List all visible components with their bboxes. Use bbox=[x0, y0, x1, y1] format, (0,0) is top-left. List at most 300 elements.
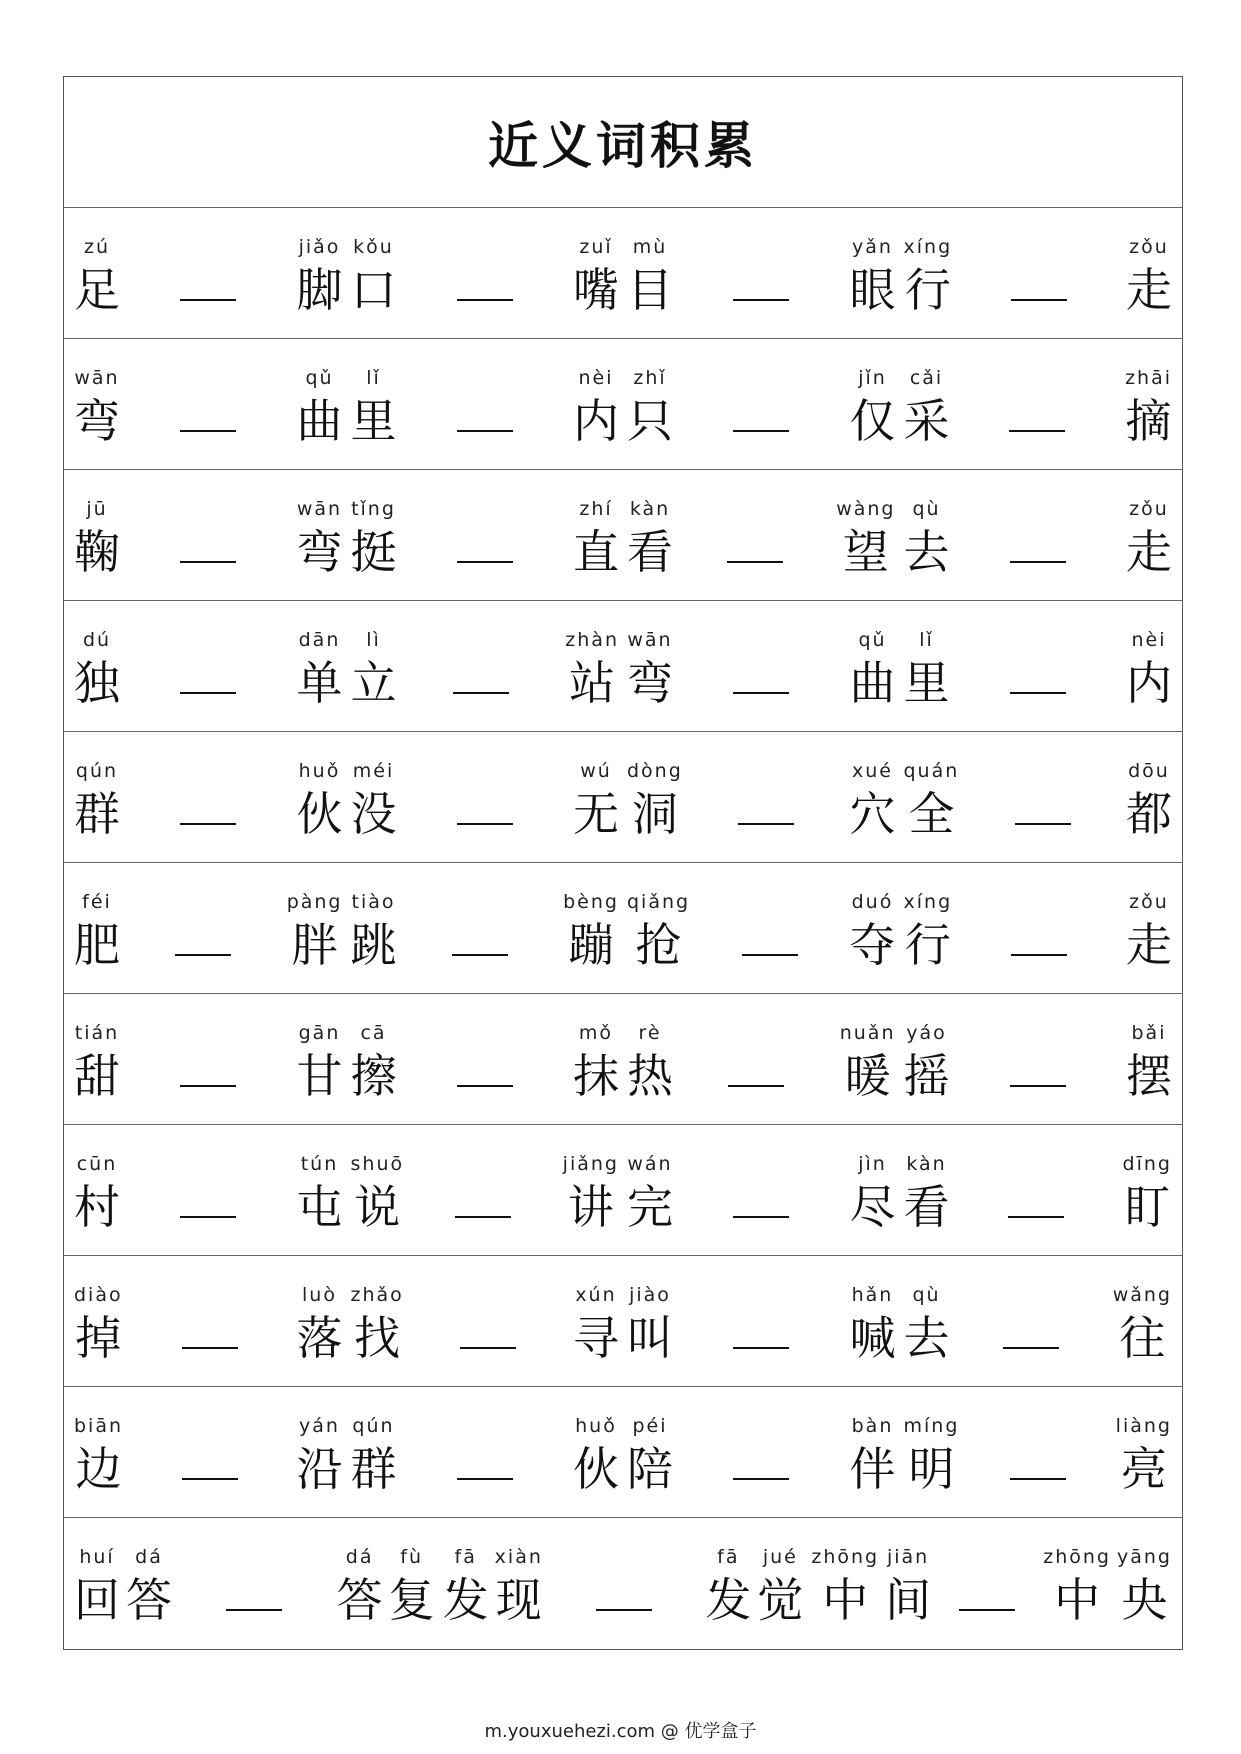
pinyin-label: tiào bbox=[351, 891, 396, 913]
word-left bbox=[74, 863, 120, 993]
pinyin-label: qún bbox=[352, 1415, 395, 1437]
pinyin-label: huí bbox=[79, 1546, 115, 1568]
hanzi-character: 嘴 bbox=[573, 263, 619, 317]
pinyin-label: wú bbox=[580, 760, 612, 782]
pinyin-label: liàng bbox=[1115, 1415, 1172, 1437]
hanzi-character: 答 bbox=[126, 1573, 172, 1627]
character-cell bbox=[1125, 339, 1172, 469]
pinyin-label: kàn bbox=[906, 1153, 947, 1175]
pinyin-label: jué bbox=[762, 1546, 798, 1568]
character-cell bbox=[74, 339, 120, 469]
pinyin-label: yǎn bbox=[852, 236, 893, 258]
hanzi-character: 间 bbox=[885, 1573, 932, 1627]
character-cell bbox=[351, 601, 397, 731]
character-cell bbox=[126, 1518, 172, 1648]
synonym-pair bbox=[70, 994, 347, 1124]
word-left bbox=[904, 863, 953, 993]
character-cell bbox=[74, 1256, 123, 1386]
pinyin-label: bèng bbox=[563, 891, 619, 913]
hanzi-character: 发 bbox=[705, 1573, 752, 1627]
em-dash-separator bbox=[180, 299, 236, 302]
word-right bbox=[1113, 1256, 1172, 1386]
character-cell bbox=[1117, 1518, 1172, 1648]
pinyin-label: quán bbox=[903, 760, 960, 782]
character-cell bbox=[1126, 994, 1172, 1124]
hanzi-character: 往 bbox=[1119, 1311, 1166, 1365]
word-left bbox=[627, 994, 673, 1124]
word-left bbox=[627, 339, 673, 469]
pinyin-label: zhāi bbox=[1125, 367, 1172, 389]
hanzi-character: 内 bbox=[1126, 656, 1172, 710]
synonym-pair bbox=[900, 470, 1177, 600]
word-left bbox=[904, 208, 953, 338]
pinyin-label: fā bbox=[454, 1546, 477, 1568]
pinyin-label: tǐng bbox=[351, 498, 396, 520]
hanzi-character: 答 bbox=[336, 1573, 383, 1627]
hanzi-character: 肥 bbox=[74, 918, 120, 972]
synonym-pair bbox=[900, 1125, 1177, 1255]
word-left bbox=[351, 863, 397, 993]
character-cell bbox=[850, 208, 896, 338]
hanzi-character: 仅 bbox=[849, 394, 896, 448]
em-dash-separator bbox=[733, 1216, 789, 1219]
hanzi-character: 发 bbox=[442, 1573, 489, 1627]
word-left bbox=[351, 994, 397, 1124]
synonym-pair bbox=[347, 1387, 624, 1517]
pinyin-label: hǎn bbox=[851, 1284, 894, 1306]
hanzi-character: 单 bbox=[296, 656, 343, 710]
hanzi-character: 眼 bbox=[849, 263, 896, 317]
hanzi-character: 叫 bbox=[627, 1311, 673, 1365]
character-cell bbox=[1126, 208, 1172, 338]
character-cell bbox=[74, 470, 120, 600]
synonym-pair bbox=[70, 732, 347, 862]
character-cell bbox=[351, 1256, 404, 1386]
word-right bbox=[1043, 1518, 1172, 1648]
synonym-pair bbox=[900, 339, 1177, 469]
word-right bbox=[297, 601, 343, 731]
hanzi-character: 曲 bbox=[849, 656, 896, 710]
hanzi-character: 胖 bbox=[291, 918, 338, 972]
pinyin-label: shuō bbox=[350, 1153, 405, 1175]
character-cell bbox=[297, 470, 343, 600]
character-cell bbox=[705, 1518, 751, 1648]
hanzi-character: 完 bbox=[627, 1180, 673, 1234]
pinyin-label: zuǐ bbox=[579, 236, 613, 258]
synonym-pair bbox=[347, 1256, 624, 1386]
em-dash-separator bbox=[180, 430, 236, 433]
synonym-pair bbox=[623, 1256, 900, 1386]
word-pair-rows bbox=[64, 208, 1182, 1648]
pinyin-label: kàn bbox=[629, 498, 671, 520]
hanzi-character: 伙 bbox=[296, 787, 343, 841]
hanzi-character: 采 bbox=[903, 394, 950, 448]
synonym-pair bbox=[70, 601, 347, 731]
pinyin-label: míng bbox=[903, 1415, 960, 1437]
hanzi-character: 盯 bbox=[1124, 1180, 1171, 1234]
hanzi-character: 行 bbox=[904, 918, 951, 972]
hanzi-character: 无 bbox=[573, 787, 619, 841]
hanzi-character: 说 bbox=[354, 1180, 401, 1234]
pinyin-label: lǐ bbox=[366, 367, 381, 389]
hanzi-character: 内 bbox=[573, 394, 619, 448]
character-cell bbox=[904, 1256, 950, 1386]
word-left bbox=[904, 1256, 950, 1386]
character-cell bbox=[297, 601, 343, 731]
character-cell bbox=[74, 863, 120, 993]
character-cell bbox=[850, 863, 896, 993]
hanzi-character: 喊 bbox=[849, 1311, 896, 1365]
word-left bbox=[74, 1518, 172, 1648]
hanzi-character: 直 bbox=[573, 525, 619, 579]
character-cell bbox=[351, 863, 397, 993]
word-right bbox=[573, 732, 619, 862]
hanzi-character: 讲 bbox=[567, 1180, 614, 1234]
word-right bbox=[1126, 732, 1172, 862]
synonym-pair bbox=[70, 339, 347, 469]
hanzi-character: 村 bbox=[74, 1180, 120, 1234]
character-cell bbox=[850, 339, 896, 469]
character-cell bbox=[573, 208, 619, 338]
hanzi-character: 站 bbox=[569, 656, 616, 710]
pinyin-label: zhàn bbox=[565, 629, 619, 651]
hanzi-character: 穴 bbox=[849, 787, 896, 841]
character-cell bbox=[904, 1125, 950, 1255]
word-right bbox=[337, 1518, 435, 1648]
hanzi-character: 复 bbox=[388, 1573, 435, 1627]
hanzi-character: 暖 bbox=[844, 1049, 891, 1103]
character-cell bbox=[351, 1125, 405, 1255]
character-cell bbox=[850, 601, 896, 731]
pinyin-label: péi bbox=[632, 1415, 668, 1437]
hanzi-character: 落 bbox=[296, 1311, 343, 1365]
word-right bbox=[297, 994, 343, 1124]
word-right bbox=[565, 601, 619, 731]
word-right bbox=[850, 863, 896, 993]
pinyin-label: mù bbox=[632, 236, 668, 258]
character-cell bbox=[74, 994, 120, 1124]
character-cell bbox=[904, 1387, 960, 1517]
pinyin-label: luò bbox=[302, 1284, 337, 1306]
pinyin-label: qù bbox=[912, 1284, 941, 1306]
hanzi-character: 明 bbox=[908, 1442, 955, 1496]
character-cell bbox=[573, 470, 619, 600]
pinyin-label: zǒu bbox=[1129, 236, 1169, 258]
word-left bbox=[74, 994, 120, 1124]
word-right bbox=[1126, 994, 1172, 1124]
hanzi-character: 挺 bbox=[350, 525, 397, 579]
hanzi-character: 抢 bbox=[635, 918, 682, 972]
em-dash-separator bbox=[1008, 1216, 1064, 1219]
hanzi-character: 看 bbox=[627, 525, 673, 579]
pinyin-label: xíng bbox=[903, 891, 953, 913]
character-cell bbox=[1126, 470, 1172, 600]
em-dash-separator bbox=[1010, 561, 1066, 564]
hanzi-character: 看 bbox=[903, 1180, 950, 1234]
page-title: 近义词积累 bbox=[488, 116, 758, 175]
hanzi-character: 掉 bbox=[75, 1311, 122, 1365]
word-left bbox=[904, 1387, 960, 1517]
character-cell bbox=[627, 732, 683, 862]
word-right bbox=[850, 601, 896, 731]
character-cell bbox=[1043, 1518, 1111, 1648]
table-row bbox=[64, 470, 1182, 601]
em-dash-separator bbox=[733, 692, 789, 695]
synonym-pair bbox=[623, 732, 900, 862]
pinyin-label: huǒ bbox=[298, 760, 341, 782]
hanzi-character: 摆 bbox=[1126, 1049, 1172, 1103]
em-dash-separator bbox=[1010, 692, 1066, 695]
character-cell bbox=[443, 1518, 489, 1648]
word-left bbox=[627, 1387, 673, 1517]
synonym-pair bbox=[900, 208, 1177, 338]
pinyin-label: dú bbox=[82, 629, 112, 651]
word-left bbox=[351, 208, 397, 338]
character-cell bbox=[627, 470, 673, 600]
word-left bbox=[74, 601, 120, 731]
synonym-pair bbox=[900, 732, 1177, 862]
character-cell bbox=[840, 994, 896, 1124]
word-left bbox=[74, 732, 120, 862]
pinyin-label: dōu bbox=[1128, 760, 1170, 782]
synonym-pair bbox=[623, 863, 900, 993]
character-cell bbox=[1113, 1256, 1172, 1386]
pinyin-label: xíng bbox=[903, 236, 953, 258]
hanzi-character: 走 bbox=[1126, 525, 1172, 579]
word-left bbox=[904, 470, 950, 600]
em-dash-separator bbox=[457, 299, 513, 302]
character-cell bbox=[627, 863, 690, 993]
pinyin-label: méi bbox=[352, 760, 395, 782]
pinyin-label: pàng bbox=[286, 891, 343, 913]
table-row bbox=[64, 1256, 1182, 1387]
pinyin-label: zhōng bbox=[1043, 1546, 1111, 1568]
em-dash-separator bbox=[180, 1216, 236, 1219]
character-cell bbox=[573, 339, 619, 469]
pinyin-label: wán bbox=[627, 1153, 673, 1175]
hanzi-character: 蹦 bbox=[568, 918, 615, 972]
character-cell bbox=[74, 601, 120, 731]
character-cell bbox=[563, 863, 619, 993]
synonym-pair bbox=[347, 601, 624, 731]
word-right bbox=[573, 339, 619, 469]
synonym-pair bbox=[900, 863, 1177, 993]
hanzi-character: 寻 bbox=[572, 1311, 619, 1365]
pinyin-label: dá bbox=[135, 1546, 163, 1568]
character-cell bbox=[850, 1256, 896, 1386]
word-right bbox=[1116, 1387, 1172, 1517]
word-right bbox=[849, 732, 895, 862]
character-cell bbox=[904, 732, 960, 862]
em-dash-separator bbox=[1010, 1478, 1066, 1481]
pinyin-label: bǎi bbox=[1131, 1022, 1167, 1044]
character-cell bbox=[811, 1518, 879, 1648]
em-dash-separator bbox=[1011, 954, 1067, 957]
hanzi-character: 里 bbox=[350, 394, 397, 448]
hanzi-character: 独 bbox=[74, 656, 120, 710]
word-right bbox=[573, 994, 619, 1124]
word-right bbox=[1126, 863, 1172, 993]
pinyin-label: zú bbox=[83, 236, 110, 258]
character-cell bbox=[297, 732, 343, 862]
em-dash-separator bbox=[733, 299, 789, 302]
synonym-pair bbox=[347, 732, 624, 862]
hanzi-character: 目 bbox=[627, 263, 673, 317]
character-cell bbox=[297, 1387, 343, 1517]
character-cell bbox=[627, 1125, 673, 1255]
word-left bbox=[351, 1387, 397, 1517]
em-dash-separator bbox=[596, 1609, 652, 1612]
pinyin-label: duó bbox=[851, 891, 894, 913]
character-cell bbox=[297, 1125, 343, 1255]
word-left bbox=[627, 732, 683, 862]
character-cell bbox=[627, 601, 673, 731]
character-cell bbox=[627, 208, 673, 338]
character-cell bbox=[904, 601, 950, 731]
em-dash-separator bbox=[457, 823, 513, 826]
word-right bbox=[1126, 208, 1172, 338]
word-left bbox=[904, 1125, 950, 1255]
word-left bbox=[811, 1518, 931, 1648]
pinyin-label: jìn bbox=[858, 1153, 887, 1175]
hanzi-character: 曲 bbox=[296, 394, 343, 448]
character-cell bbox=[627, 1256, 673, 1386]
character-cell bbox=[74, 732, 120, 862]
em-dash-separator bbox=[738, 823, 794, 826]
pinyin-label: fù bbox=[400, 1546, 424, 1568]
synonym-pair bbox=[70, 1125, 347, 1255]
em-dash-separator bbox=[1015, 823, 1071, 826]
em-dash-separator bbox=[1011, 299, 1067, 302]
hanzi-character: 里 bbox=[903, 656, 950, 710]
word-left bbox=[351, 1256, 404, 1386]
synonym-pair bbox=[623, 601, 900, 731]
word-left bbox=[351, 1125, 405, 1255]
em-dash-separator bbox=[959, 1609, 1015, 1612]
character-cell bbox=[885, 1518, 931, 1648]
hanzi-character: 群 bbox=[74, 787, 120, 841]
synonym-pair bbox=[623, 339, 900, 469]
synonym-pair bbox=[623, 470, 900, 600]
word-left bbox=[627, 208, 673, 338]
hanzi-character: 陪 bbox=[627, 1442, 673, 1496]
word-right bbox=[850, 1387, 896, 1517]
pinyin-label: qǔ bbox=[858, 629, 887, 651]
pinyin-label: zhǎo bbox=[350, 1284, 404, 1306]
pinyin-label: diào bbox=[74, 1284, 123, 1306]
hanzi-character: 找 bbox=[354, 1311, 401, 1365]
pinyin-label: lǐ bbox=[919, 629, 934, 651]
synonym-pair bbox=[347, 208, 624, 338]
pinyin-label: nuǎn bbox=[839, 1022, 896, 1044]
pinyin-label: rè bbox=[638, 1022, 662, 1044]
hanzi-character: 甘 bbox=[296, 1049, 343, 1103]
hanzi-character: 抹 bbox=[573, 1049, 619, 1103]
table-row bbox=[64, 208, 1182, 339]
word-left bbox=[904, 339, 950, 469]
word-right bbox=[573, 1387, 619, 1517]
hanzi-character: 弯 bbox=[74, 394, 120, 448]
table-row bbox=[64, 339, 1182, 470]
synonym-pair bbox=[900, 1256, 1177, 1386]
character-cell bbox=[351, 1387, 397, 1517]
pinyin-label: dá bbox=[345, 1546, 374, 1568]
hanzi-character: 脚 bbox=[296, 263, 343, 317]
character-cell bbox=[573, 1387, 619, 1517]
character-cell bbox=[627, 339, 673, 469]
character-cell bbox=[573, 1256, 619, 1386]
word-left bbox=[74, 208, 120, 338]
hanzi-character: 现 bbox=[495, 1573, 542, 1627]
word-left bbox=[351, 339, 397, 469]
character-cell bbox=[565, 601, 619, 731]
em-dash-separator bbox=[226, 1609, 282, 1612]
word-left bbox=[443, 1518, 543, 1648]
word-left bbox=[351, 732, 397, 862]
hanzi-character: 擦 bbox=[350, 1049, 397, 1103]
hanzi-character: 群 bbox=[350, 1442, 397, 1496]
pinyin-label: bàn bbox=[851, 1415, 894, 1437]
synonym-pair bbox=[623, 208, 900, 338]
em-dash-separator bbox=[180, 692, 236, 695]
word-right bbox=[297, 470, 343, 600]
title-row bbox=[64, 77, 1182, 208]
pinyin-label: nèi bbox=[578, 367, 614, 389]
em-dash-separator bbox=[182, 1478, 238, 1481]
pinyin-label: qiǎng bbox=[627, 891, 691, 913]
character-cell bbox=[296, 1256, 342, 1386]
character-cell bbox=[74, 208, 120, 338]
pinyin-label: zhí bbox=[579, 498, 613, 520]
table-row bbox=[64, 1125, 1182, 1256]
character-cell bbox=[563, 1125, 619, 1255]
character-cell bbox=[74, 1125, 120, 1255]
em-dash-separator bbox=[742, 954, 798, 957]
synonym-pair bbox=[347, 863, 624, 993]
character-cell bbox=[351, 994, 397, 1124]
character-cell bbox=[495, 1518, 543, 1648]
synonym-pair bbox=[347, 470, 624, 600]
character-cell bbox=[297, 994, 343, 1124]
table-row bbox=[64, 1518, 1182, 1648]
em-dash-separator bbox=[727, 561, 783, 564]
hanzi-character: 边 bbox=[75, 1442, 122, 1496]
hanzi-character: 中 bbox=[1054, 1573, 1101, 1627]
word-left bbox=[904, 994, 950, 1124]
pinyin-label: tián bbox=[74, 1022, 120, 1044]
pinyin-label: zhōng bbox=[811, 1546, 880, 1568]
pinyin-label: jiǎo bbox=[298, 236, 341, 258]
character-cell bbox=[337, 1518, 383, 1648]
hanzi-character: 去 bbox=[903, 1311, 950, 1365]
synonym-pair bbox=[623, 1387, 900, 1517]
word-right bbox=[297, 208, 343, 338]
word-right bbox=[1126, 470, 1172, 600]
character-cell bbox=[850, 1125, 896, 1255]
character-cell bbox=[74, 1518, 120, 1648]
word-left bbox=[627, 1125, 673, 1255]
character-cell bbox=[627, 994, 673, 1124]
word-right bbox=[563, 863, 619, 993]
pinyin-label: xún bbox=[575, 1284, 617, 1306]
character-cell bbox=[351, 208, 397, 338]
pinyin-label: mǒ bbox=[578, 1022, 614, 1044]
pinyin-label: zhǐ bbox=[633, 367, 667, 389]
table-row bbox=[64, 994, 1182, 1125]
hanzi-character: 口 bbox=[350, 263, 397, 317]
pinyin-label: lì bbox=[366, 629, 381, 651]
word-left bbox=[627, 863, 690, 993]
